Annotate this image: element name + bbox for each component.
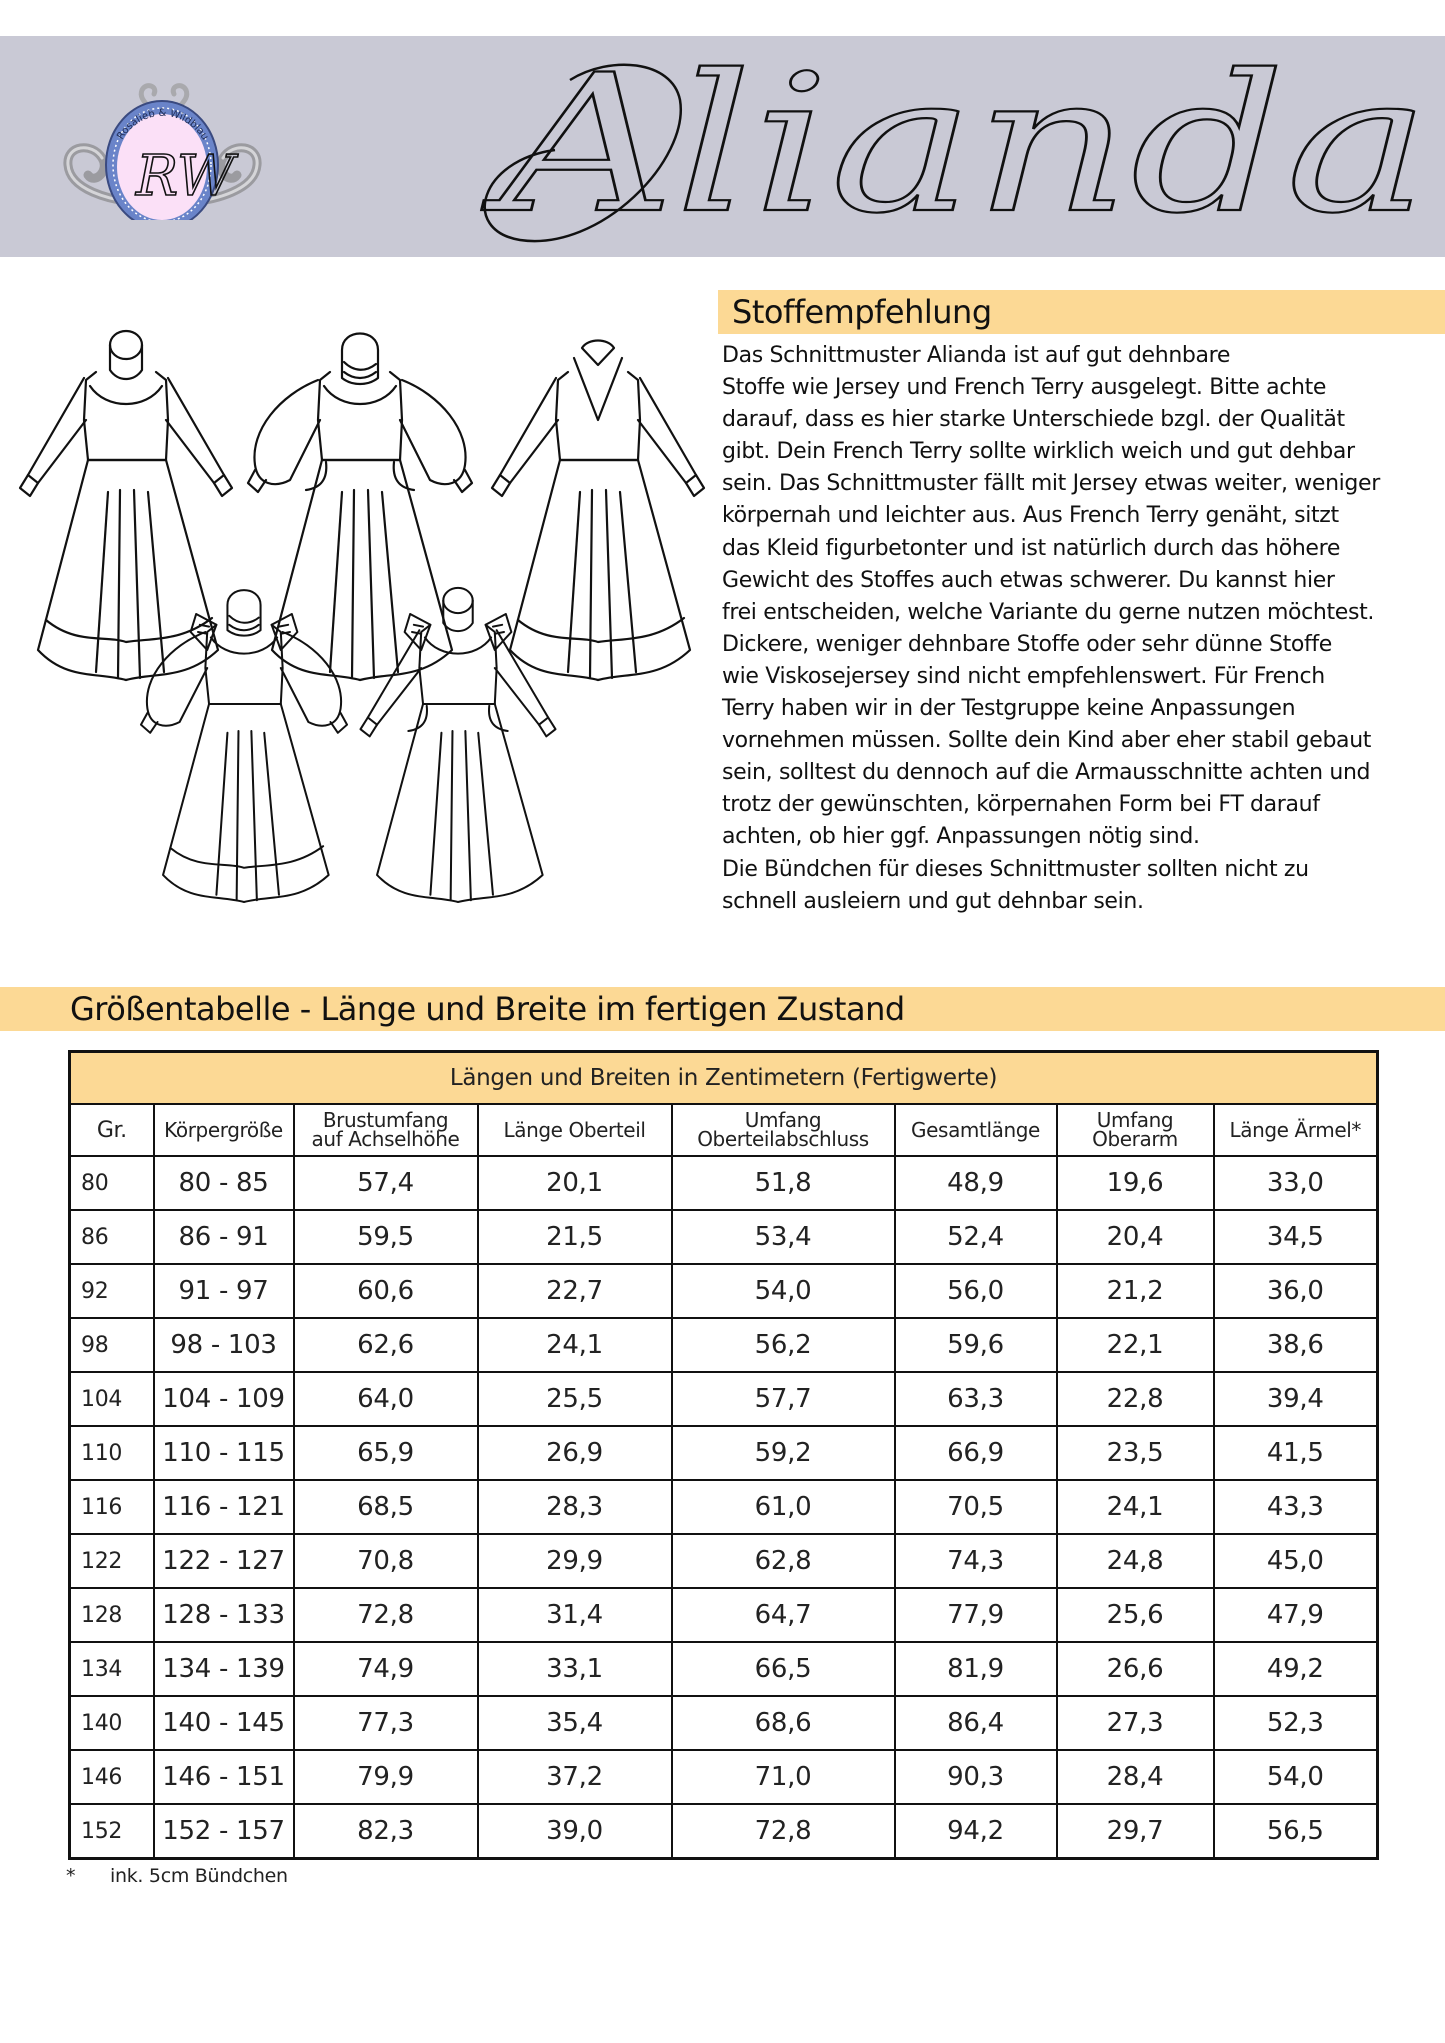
size-section-header [0,987,1445,1031]
value-cell: 20,1 [478,1156,672,1210]
table-row [70,1588,1378,1642]
text-line: das Kleid figurbetonter und ist natürlich durch das höhere [722,535,1341,561]
value-cell: 29,9 [478,1534,672,1588]
value-cell: 74,9 [294,1642,478,1696]
table-row [70,1210,1378,1264]
column-header: Gesamtlänge [895,1104,1057,1156]
brand-name-text: Rosalieb & Wildblau [115,107,211,143]
footnote [66,1865,288,1887]
value-cell: 86,4 [895,1696,1057,1750]
value-cell: 27,3 [1057,1696,1214,1750]
size-cell: 128 [70,1588,154,1642]
value-cell: 19,6 [1057,1156,1214,1210]
text-line: trotz der gewünschten, körpernahen Form bei FT darauf [722,792,1320,818]
value-cell: 34,5 [1214,1210,1378,1264]
value-cell: 22,7 [478,1264,672,1318]
value-cell: 54,0 [672,1264,895,1318]
text-line: schnell ausleiern und gut dehnbar sein. [722,888,1144,914]
dress-illustrations [0,320,720,920]
table-caption: Längen und Breiten in Zentimetern (Fertigwerte) [70,1052,1378,1105]
text-line: Dickere, weniger dehnbare Stoffe oder sehr dünne Stoffe [722,631,1332,657]
value-cell: 70,5 [895,1480,1057,1534]
table-row [70,1750,1378,1804]
size-cell: 122 [70,1534,154,1588]
value-cell: 24,1 [478,1318,672,1372]
size-cell: 80 [70,1156,154,1210]
table-row [70,1372,1378,1426]
value-cell: 104 - 109 [154,1372,294,1426]
value-cell: 61,0 [672,1480,895,1534]
value-cell: 146 - 151 [154,1750,294,1804]
value-cell: 22,8 [1057,1372,1214,1426]
table-row [70,1642,1378,1696]
value-cell: 43,3 [1214,1480,1378,1534]
value-cell: 56,5 [1214,1804,1378,1859]
text-line: Das Schnittmuster Alianda ist auf gut dehnbare [722,343,1231,368]
value-cell: 37,2 [478,1750,672,1804]
pattern-title-text: Alianda [480,40,1431,255]
column-header: Länge Oberteil [478,1104,672,1156]
value-cell: 48,9 [895,1156,1057,1210]
size-cell: 146 [70,1750,154,1804]
value-cell: 39,4 [1214,1372,1378,1426]
value-cell: 60,6 [294,1264,478,1318]
value-cell: 21,2 [1057,1264,1214,1318]
table-row [70,1264,1378,1318]
fabric-recommendation-text [722,340,1442,918]
column-header: Brustumfang auf Achselhöhe [294,1104,478,1156]
value-cell: 152 - 157 [154,1804,294,1859]
value-cell: 26,6 [1057,1642,1214,1696]
value-cell: 91 - 97 [154,1264,294,1318]
value-cell: 90,3 [895,1750,1057,1804]
size-table [68,1050,1379,1860]
value-cell: 52,4 [895,1210,1057,1264]
value-cell: 64,0 [294,1372,478,1426]
value-cell: 66,9 [895,1426,1057,1480]
value-cell: 25,5 [478,1372,672,1426]
value-cell: 53,4 [672,1210,895,1264]
table-row [70,1804,1378,1859]
value-cell: 72,8 [294,1588,478,1642]
value-cell: 98 - 103 [154,1318,294,1372]
table-header-row [70,1104,1378,1156]
size-cell: 104 [70,1372,154,1426]
text-line: sein. Das Schnittmuster fällt mit Jersey etwas weiter, weniger [722,471,1380,497]
table-row [70,1696,1378,1750]
column-header: Körpergröße [154,1104,294,1156]
size-cell: 86 [70,1210,154,1264]
value-cell: 28,3 [478,1480,672,1534]
value-cell: 94,2 [895,1804,1057,1859]
pattern-title [440,40,1440,255]
text-line: wie Viskosejersey sind nicht empfehlenswert. Für French [722,663,1325,689]
value-cell: 31,4 [478,1588,672,1642]
column-header: Länge Ärmel* [1214,1104,1378,1156]
value-cell: 80 - 85 [154,1156,294,1210]
table-row [70,1534,1378,1588]
size-cell: 140 [70,1696,154,1750]
column-header: Gr. [70,1104,154,1156]
value-cell: 57,4 [294,1156,478,1210]
size-section-heading: Größentabelle - Länge und Breite im fertigen Zustand [70,990,905,1028]
value-cell: 110 - 115 [154,1426,294,1480]
value-cell: 59,2 [672,1426,895,1480]
value-cell: 45,0 [1214,1534,1378,1588]
value-cell: 23,5 [1057,1426,1214,1480]
table-row [70,1156,1378,1210]
dress-variant-1 [20,331,232,680]
column-header: Umfang Oberteilabschluss [672,1104,895,1156]
column-header: Umfang Oberarm [1057,1104,1214,1156]
table-row [70,1318,1378,1372]
value-cell: 25,6 [1057,1588,1214,1642]
value-cell: 74,3 [895,1534,1057,1588]
text-line: darauf, dass es hier starke Unterschiede bzgl. der Qualität [722,407,1345,433]
value-cell: 140 - 145 [154,1696,294,1750]
text-line: Stoffe wie Jersey und French Terry ausgelegt. Bitte achte [722,375,1327,401]
value-cell: 62,6 [294,1318,478,1372]
value-cell: 29,7 [1057,1804,1214,1859]
value-cell: 116 - 121 [154,1480,294,1534]
value-cell: 56,2 [672,1318,895,1372]
value-cell: 66,5 [672,1642,895,1696]
size-cell: 134 [70,1642,154,1696]
value-cell: 41,5 [1214,1426,1378,1480]
value-cell: 77,3 [294,1696,478,1750]
value-cell: 59,5 [294,1210,478,1264]
value-cell: 24,8 [1057,1534,1214,1588]
text-line: gibt. Dein French Terry sollte wirklich weich und gut dehbar [722,439,1355,465]
value-cell: 57,7 [672,1372,895,1426]
value-cell: 54,0 [1214,1750,1378,1804]
brand-logo [30,50,295,220]
size-cell: 152 [70,1804,154,1859]
value-cell: 49,2 [1214,1642,1378,1696]
value-cell: 20,4 [1057,1210,1214,1264]
value-cell: 82,3 [294,1804,478,1859]
value-cell: 52,3 [1214,1696,1378,1750]
value-cell: 70,8 [294,1534,478,1588]
value-cell: 86 - 91 [154,1210,294,1264]
value-cell: 64,7 [672,1588,895,1642]
text-line: sein, solltest du dennoch auf die Armausschnitte achten und [722,760,1371,786]
value-cell: 71,0 [672,1750,895,1804]
value-cell: 122 - 127 [154,1534,294,1588]
value-cell: 33,0 [1214,1156,1378,1210]
footnote-marker: * [66,1865,76,1887]
value-cell: 22,1 [1057,1318,1214,1372]
fabric-section-header [718,290,1445,334]
size-cell: 98 [70,1318,154,1372]
text-line: Terry haben wir in der Testgruppe keine Anpassungen [722,696,1296,722]
value-cell: 77,9 [895,1588,1057,1642]
value-cell: 68,6 [672,1696,895,1750]
value-cell: 35,4 [478,1696,672,1750]
table-row [70,1426,1378,1480]
value-cell: 51,8 [672,1156,895,1210]
size-cell: 110 [70,1426,154,1480]
value-cell: 26,9 [478,1426,672,1480]
value-cell: 36,0 [1214,1264,1378,1318]
dress-variant-3 [492,341,704,681]
value-cell: 68,5 [294,1480,478,1534]
brand-monogram: RW [136,144,235,209]
value-cell: 59,6 [895,1318,1057,1372]
value-cell: 28,4 [1057,1750,1214,1804]
value-cell: 65,9 [294,1426,478,1480]
value-cell: 128 - 133 [154,1588,294,1642]
text-line: Die Bündchen für dieses Schnittmuster sollten nicht zu [722,856,1309,882]
value-cell: 79,9 [294,1750,478,1804]
size-cell: 92 [70,1264,154,1318]
value-cell: 72,8 [672,1804,895,1859]
value-cell: 62,8 [672,1534,895,1588]
size-cell: 116 [70,1480,154,1534]
value-cell: 39,0 [478,1804,672,1859]
text-line: vornehmen müssen. Sollte dein Kind aber eher stabil gebaut [722,728,1372,754]
value-cell: 21,5 [478,1210,672,1264]
value-cell: 38,6 [1214,1318,1378,1372]
fabric-section-heading: Stoffempfehlung [732,293,992,331]
value-cell: 47,9 [1214,1588,1378,1642]
value-cell: 134 - 139 [154,1642,294,1696]
value-cell: 24,1 [1057,1480,1214,1534]
text-line: frei entscheiden, welche Variante du gerne nutzen möchtest. [722,599,1374,625]
value-cell: 63,3 [895,1372,1057,1426]
text-line: körpernah und leichter aus. Aus French Terry genäht, sitzt [722,503,1339,529]
dress-variant-2 [248,334,472,681]
footnote-text: ink. 5cm Bündchen [110,1865,288,1887]
text-line: Gewicht des Stoffes auch etwas schwerer. Du kannst hier [722,567,1335,593]
value-cell: 33,1 [478,1642,672,1696]
text-line: achten, ob hier ggf. Anpassungen nötig sind. [722,824,1200,850]
table-row [70,1480,1378,1534]
value-cell: 81,9 [895,1642,1057,1696]
dress-variant-5 [360,588,555,902]
value-cell: 56,0 [895,1264,1057,1318]
